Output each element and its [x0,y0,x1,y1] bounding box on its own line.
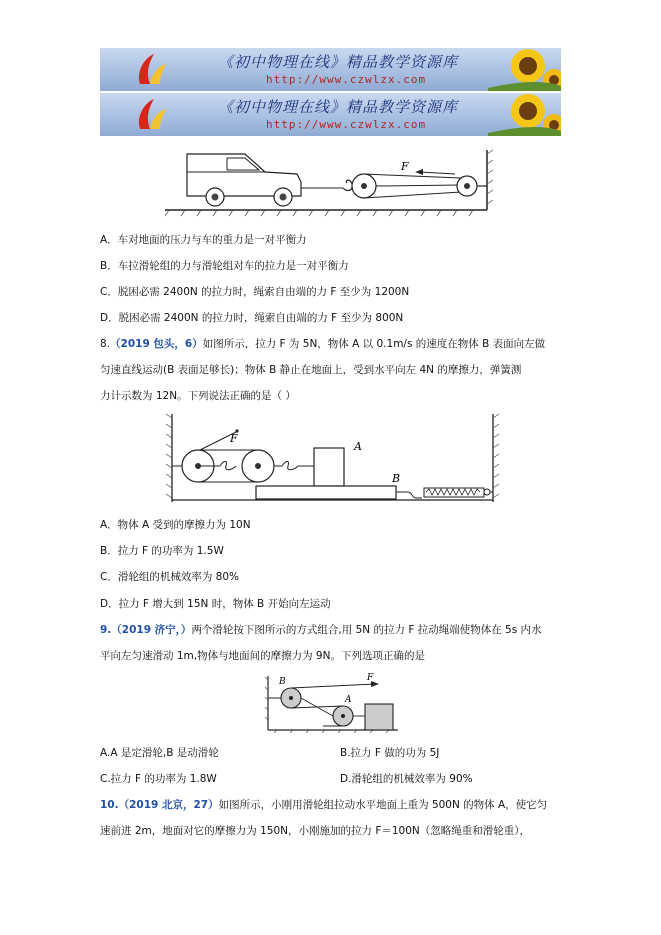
banner-title: 《初中物理在线》精品教学资源库 [218,98,459,116]
q10-text: 如图所示，小刚用滑轮组拉动水平地面上重为 500N 的物体 A，使它匀 [218,799,548,811]
q9-option-a: A.A 是定滑轮,B 是动滑轮 [100,747,219,759]
header-banner-2 [100,93,561,136]
q8-option-b: B．拉力 F 的功率为 1.5W [100,545,224,557]
q9-text: 两个滑轮按下图所示的方式组合,用 5N 的拉力 F 拉动绳端使物体在 5s 内水 [191,624,542,636]
q10-stem-line-1 [100,798,547,812]
logo-icon [130,50,170,90]
q10-stem-line-2: 速前进 2m，地面对它的摩擦力为 150N，小刚施加的拉力 F＝100N（忽略绳重和滑轮重）， [100,825,531,837]
q8-text: 如图所示，拉力 F 为 5N，物体 A 以 0.1m/s 的速度在物体 B 表面向左做 [202,338,546,350]
two-pulley-block-figure [265,672,400,734]
q8-stem-line-1 [100,337,545,351]
q9-option-d: D.滑轮组的机械效率为 90% [340,773,473,785]
logo-icon [130,95,170,135]
header-banner [100,48,561,91]
q8-fig-f-label: F [230,432,238,445]
q7-option-d: D．脱困必需 2400N 的拉力时，绳索自由端的力 F 至少为 800N [100,312,404,324]
q8-stem-line-3: 力计示数为 12N。下列说法正确的是（ ） [100,390,296,402]
q8-stem-line-2: 匀速直线运动(B 表面足够长)；物体 B 静止在地面上，受到水平向左 4N 的摩擦力，弹簧测 [100,364,522,376]
force-f-label: F [401,160,409,173]
spring-scale-pulley-figure [160,412,505,508]
q8-option-a: A．物体 A 受到的摩擦力为 10N [100,519,251,531]
q10-number: 10. [100,799,119,811]
q8-number: 8. [100,338,111,350]
q8-source: （2019 包头，6） [110,338,203,350]
q9-option-b: B.拉力 F 做的功为 5J [340,747,440,759]
q9-stem-line-1 [100,623,542,637]
q9-source: （2019 济宁，） [111,624,192,636]
banner-url[interactable]: http://www.czwlzx.com [266,73,427,86]
car-pulley-figure [165,148,495,218]
q9-fig-f-label: F [367,673,374,683]
banner-url[interactable]: http://www.czwlzx.com [266,118,427,131]
q8-fig-a-label: A [354,440,362,453]
sunflower-icon [488,93,561,136]
q10-source: （2019 北京，27） [118,799,219,811]
q8-option-c: C．滑轮组的机械效率为 80% [100,571,240,583]
q8-option-d: D．拉力 F 增大到 15N 时，物体 B 开始向左运动 [100,598,331,610]
q8-fig-b-label: B [392,472,401,485]
q7-option-a: A．车对地面的压力与车的重力是一对平衡力 [100,234,307,246]
sunflower-icon [488,48,561,91]
q9-number: 9. [100,624,112,636]
q9-option-c: C.拉力 F 的功率为 1.8W [100,773,217,785]
banner-title: 《初中物理在线》精品教学资源库 [218,53,459,71]
q9-stem-line-2: 平向左匀速滑动 1m,物体与地面间的摩擦力为 9N。下列选项正确的是 [100,650,425,662]
q9-fig-a-label: A [345,695,352,705]
q7-option-b: B．车拉滑轮组的力与滑轮组对车的拉力是一对平衡力 [100,260,349,272]
q7-option-c: C．脱困必需 2400N 的拉力时，绳索自由端的力 F 至少为 1200N [100,286,410,298]
q9-fig-b-label: B [279,677,286,687]
